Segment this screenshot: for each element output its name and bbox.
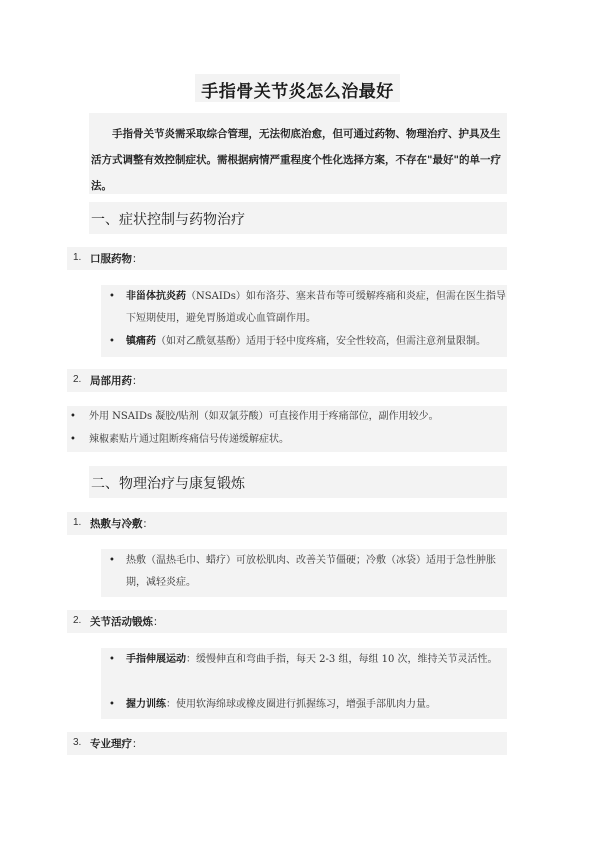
item-number: 1.	[73, 517, 82, 528]
section-heading-text: 一、症状控制与药物治疗	[91, 212, 245, 228]
list-item: • 镇痛药（如对乙酰氨基酚）适用于轻中度疼痛，安全性较高，但需注意剂量限制。	[109, 331, 507, 353]
item-number: 2.	[73, 615, 82, 626]
numbered-item	[67, 610, 507, 633]
bullet-icon: •	[109, 654, 115, 665]
title-block	[195, 74, 400, 102]
item-label: 关节活动锻炼：	[90, 616, 164, 628]
list-item: • 辣椒素贴片通过阻断疼痛信号传递缓解症状。	[70, 429, 507, 451]
item-label: 专业理疗：	[90, 738, 143, 750]
item-number: 1.	[73, 252, 82, 263]
bullet-icon: •	[70, 411, 76, 422]
numbered-item	[67, 732, 507, 755]
list-item: • 手指伸展运动：缓慢伸直和弯曲手指，每天 2-3 组，每组 10 次，维持关节灵活性。	[109, 649, 507, 671]
bullet-icon: •	[109, 336, 115, 347]
section-heading-1	[89, 202, 507, 234]
page-title: 手指骨关节炎怎么治最好	[201, 82, 394, 102]
section-heading-2	[89, 466, 507, 498]
list-item: • 非甾体抗炎药（NSAIDs）如布洛芬、塞来昔布等可缓解疼痛和炎症，但需在医生指导下短期使用，避免胃肠道或心血管副作用。	[109, 286, 507, 330]
item-number: 3.	[73, 737, 82, 748]
numbered-item	[67, 247, 507, 270]
bullet-list	[101, 648, 507, 719]
list-item: • 外用 NSAIDs 凝胶/贴剂（如双氯芬酸）可直接作用于疼痛部位，副作用较少。	[70, 406, 507, 428]
numbered-item	[67, 369, 507, 392]
bullet-icon: •	[109, 699, 115, 710]
item-number: 2.	[73, 374, 82, 385]
bullet-icon: •	[109, 555, 115, 566]
bullet-list	[101, 285, 507, 357]
list-item: • 握力训练：使用软海绵球或橡皮圈进行抓握练习，增强手部肌肉力量。	[109, 694, 507, 716]
bullet-icon: •	[109, 291, 115, 302]
bullet-list	[67, 406, 507, 452]
intro-block	[89, 113, 507, 194]
section-heading-text: 二、物理治疗与康复锻炼	[91, 476, 245, 492]
list-item: • 热敷（温热毛巾、蜡疗）可放松肌肉、改善关节僵硬；冷敷（冰袋）适用于急性肿胀期，减轻炎症。	[109, 550, 507, 594]
item-label: 局部用药：	[90, 375, 143, 387]
intro-paragraph: 手指骨关节炎需采取综合管理，无法彻底治愈，但可通过药物、物理治疗、护具及生活方式调整有效控制症状。需根据病情严重程度个性化选择方案，不存在"最好"的单一疗法。	[91, 128, 501, 192]
bullet-icon: •	[70, 434, 76, 445]
bullet-list	[101, 549, 507, 597]
numbered-item	[67, 512, 507, 535]
item-label: 口服药物：	[90, 253, 143, 265]
item-label: 热敷与冷敷：	[90, 518, 153, 530]
